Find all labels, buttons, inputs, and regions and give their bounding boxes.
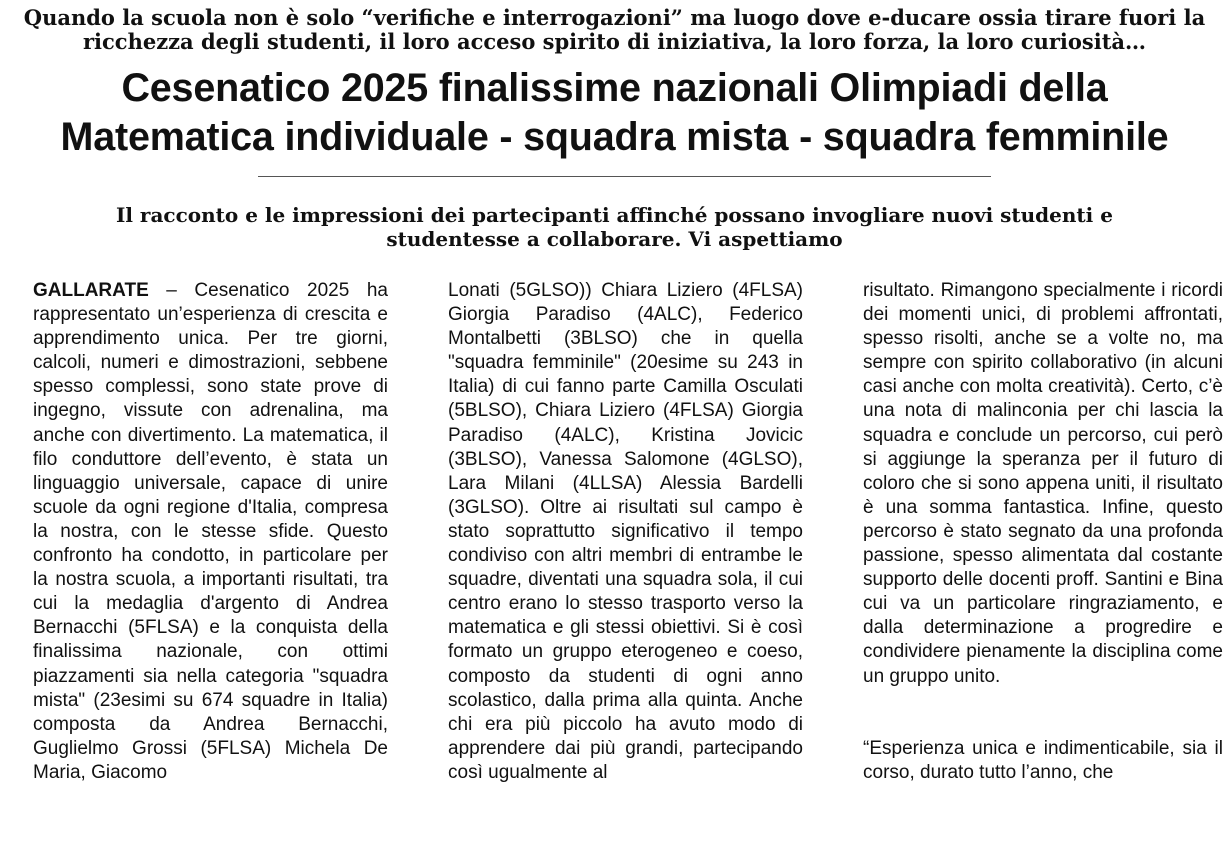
- headline-line-1: Cesenatico 2025 finalissime nazionali Olimpiadi della: [121, 66, 1108, 110]
- article-kicker: Quando la scuola non è solo “verifiche e interrogazioni” ma luogo dove e-ducare ossia tirare fuori la ricchezza degli studenti, il loro acceso spirito di iniziativa, la loro forza, la loro curiosità…: [23, 5, 1206, 54]
- paragraph-gap: [863, 689, 1223, 737]
- article-paragraph-1: [33, 279, 388, 785]
- article-column-3: [863, 279, 1223, 785]
- dateline: GALLARATE: [33, 280, 149, 301]
- column-3-quote: “Esperienza unica e indimenticabile, sia il corso, durato tutto l’anno, che: [863, 737, 1223, 783]
- column-3-text: risultato. Rimangono specialmente i ricordi dei momenti unici, di problemi affrontati, spesso risolti, anche se a volte no, ma sempre con spirito collaborativo (in alcuni casi anche con molta creatività). Certo, c’è una nota di malinconia per chi lascia la squadra e conclude un percorso, cui però si aggiunge la speranza per il futuro di coloro che si sono appena uniti, il risultato è una somma fantastica. Infine, questo percorso è stato segnato da una profonda passione, spesso alimentata dal costante supporto delle docenti proff. Santini e Bina cui va un particolare ringraziamento, e dalla determinazione a progredire e condividere pienamente la disciplina come un gruppo unito.: [863, 280, 1223, 687]
- article-column-2: [448, 279, 803, 785]
- article-column-1: [33, 279, 388, 785]
- headline-line-2: Matematica individuale - squadra mista - squadra femminile: [60, 115, 1169, 159]
- headline-divider: [258, 176, 991, 177]
- article-subhead: Il racconto e le impressioni dei partecipanti affinché possano invogliare nuovi studenti e studentesse a collaborare. Vi aspettiamo: [116, 203, 1113, 251]
- column-1-text: – Cesenatico 2025 ha rappresentato un’esperienza di crescita e apprendimento unica. Per tre giorni, calcoli, numeri e dimostrazioni, sebbene spesso complessi, sono state prove di ingegno, vissute con adrenalina, ma anche con divertimento. La matematica, il filo conduttore dell’evento, è stata un linguaggio universale, capace di unire scuole da ogni regione d'Italia, compresa la nostra, con le stesse sfide. Questo confronto ha condotto, in particolare per la nostra scuola, a importanti risultati, tra cui la medaglia d'argento di Andrea Bernacchi (5FLSA) e la conquista della finalissima nazionale, con ottimi piazzamenti sia nella categoria "squadra mista" (23esimi su 674 squadre in Italia) composta da Andrea Bernacchi, Guglielmo Grossi (5FLSA) Michela De Maria, Giacomo: [33, 280, 388, 783]
- article-headline: [10, 64, 1219, 162]
- column-2-text: Lonati (5GLSO)) Chiara Liziero (4FLSA) Giorgia Paradiso (4ALC), Federico Montalbetti (3BLSO) che in quella "squadra femminile" (20esime su 243 in Italia) di cui fanno parte Camilla Osculati (5BLSO), Chiara Liziero (4FLSA) Giorgia Paradiso (4ALC), Kristina Jovicic (3BLSO), Vanessa Salomone (4GLSO), Lara Milani (4LLSA) Alessia Bardelli (3GLSO). Oltre ai risultati sul campo è stato soprattutto significativo il tempo condiviso con altri membri di entrambe le squadre, diventati una squadra sola, il cui centro erano lo stesso trasporto verso la matematica e gli stessi obiettivi. Si è così formato un gruppo eterogeneo e coeso, composto da studenti di ogni anno scolastico, dalla prima alla quinta. Anche chi era più piccolo ha avuto modo di apprendere dai più grandi, partecipando così ugualmente al: [448, 280, 803, 783]
